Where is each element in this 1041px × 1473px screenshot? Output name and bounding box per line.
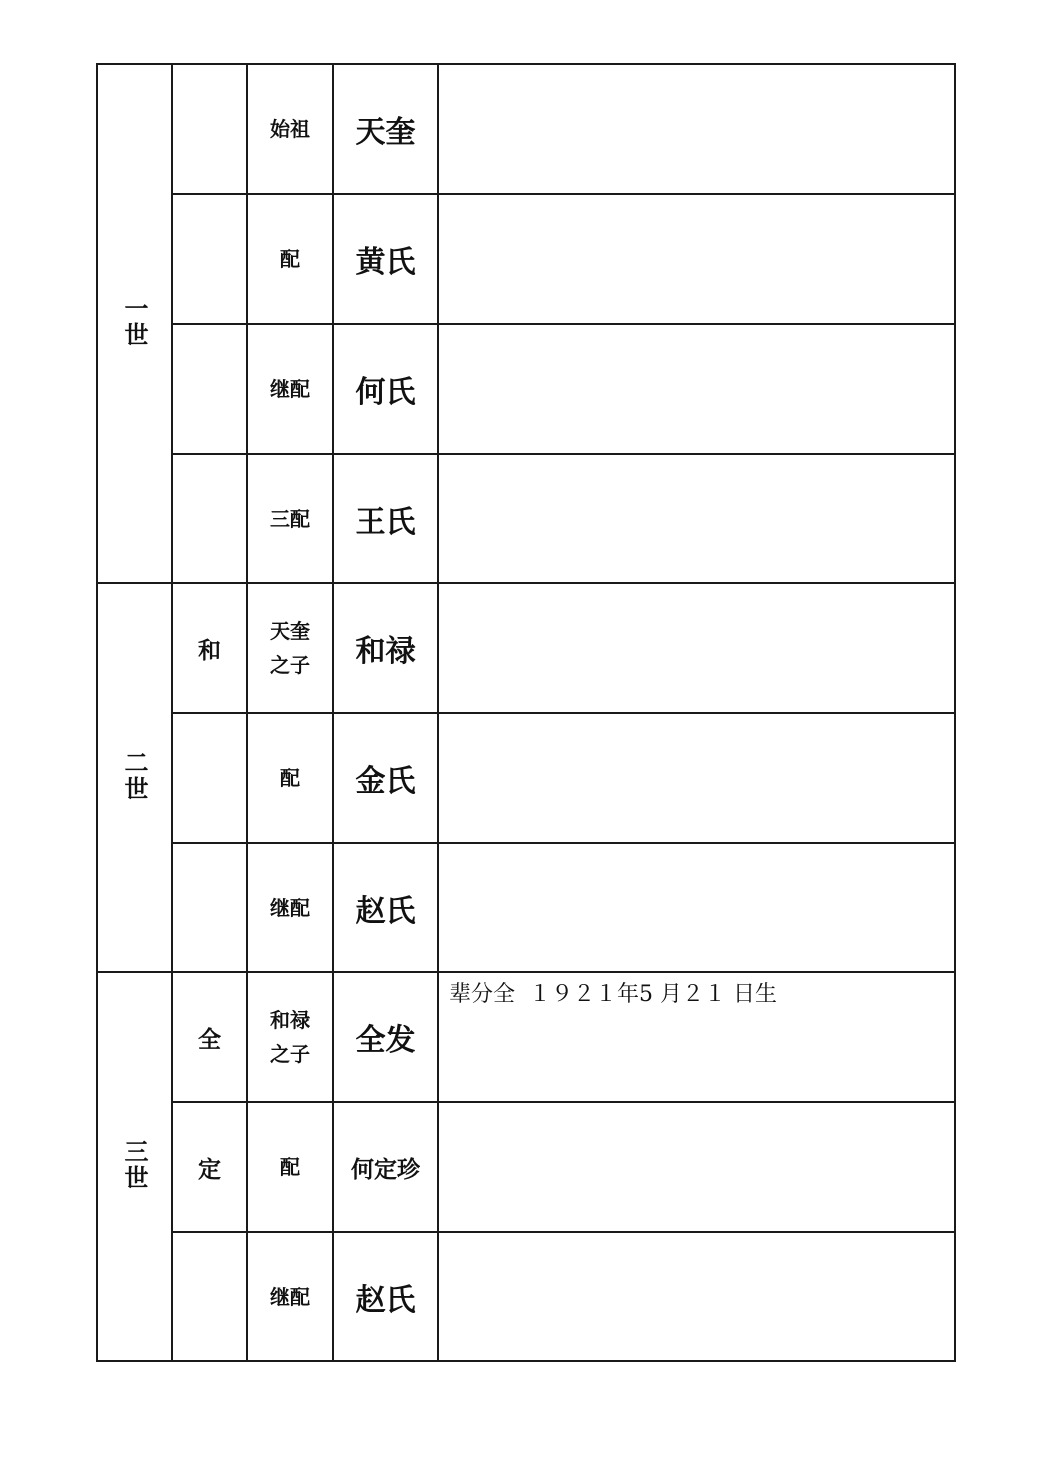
generation-char-cell bbox=[172, 713, 247, 843]
role-text: 之子 bbox=[270, 1042, 310, 1066]
note-cell bbox=[438, 64, 955, 194]
table-row bbox=[97, 843, 955, 972]
table-row bbox=[97, 454, 955, 583]
name-cell: 王氏 bbox=[333, 454, 438, 583]
table-row bbox=[97, 713, 955, 843]
role-text: 始祖 bbox=[270, 117, 310, 141]
role-cell bbox=[247, 454, 333, 583]
generation-char-cell: 和 bbox=[172, 583, 247, 713]
note-cell bbox=[438, 843, 955, 972]
table-row bbox=[97, 64, 955, 194]
generation-label: 一世 bbox=[120, 295, 149, 348]
name-cell: 天奎 bbox=[333, 64, 438, 194]
table-row bbox=[97, 583, 955, 713]
note-cell bbox=[438, 713, 955, 843]
generation-cell bbox=[97, 583, 172, 972]
role-cell bbox=[247, 1232, 333, 1361]
table-row bbox=[97, 1102, 955, 1232]
table-row bbox=[97, 194, 955, 324]
name-cell: 金氏 bbox=[333, 713, 438, 843]
name-cell: 何定珍 bbox=[333, 1102, 438, 1232]
role-text: 和禄 bbox=[270, 1008, 310, 1032]
table-row bbox=[97, 1232, 955, 1361]
name-cell: 全发 bbox=[333, 972, 438, 1102]
generation-label: 二世 bbox=[120, 749, 149, 802]
table-row bbox=[97, 972, 955, 1102]
note-cell bbox=[438, 1232, 955, 1361]
generation-char-cell: 全 bbox=[172, 972, 247, 1102]
generation-char-cell bbox=[172, 843, 247, 972]
role-text: 三配 bbox=[270, 506, 310, 531]
role-cell bbox=[247, 64, 333, 194]
role-cell bbox=[247, 972, 333, 1102]
name-cell: 赵氏 bbox=[333, 843, 438, 972]
role-text: 天奎 bbox=[270, 619, 310, 643]
generation-char-cell: 定 bbox=[172, 1102, 247, 1232]
name-cell: 赵氏 bbox=[333, 1232, 438, 1361]
note-cell bbox=[438, 324, 955, 454]
role-text: 继配 bbox=[270, 895, 310, 920]
note-cell bbox=[438, 454, 955, 583]
generation-char-cell bbox=[172, 324, 247, 454]
role-cell bbox=[247, 1102, 333, 1232]
generation-char-cell bbox=[172, 1232, 247, 1361]
role-text: 配 bbox=[280, 1155, 300, 1179]
role-cell bbox=[247, 713, 333, 843]
generation-cell bbox=[97, 972, 172, 1361]
table-row bbox=[97, 324, 955, 454]
genealogy-table bbox=[96, 63, 956, 1362]
role-text: 配 bbox=[280, 766, 300, 790]
note-cell bbox=[438, 1102, 955, 1232]
note-cell bbox=[438, 194, 955, 324]
role-cell bbox=[247, 843, 333, 972]
role-text: 继配 bbox=[270, 1284, 310, 1309]
role-cell bbox=[247, 324, 333, 454]
name-cell: 和禄 bbox=[333, 583, 438, 713]
role-text: 配 bbox=[280, 247, 300, 271]
generation-char-cell bbox=[172, 64, 247, 194]
genealogy-body bbox=[97, 64, 955, 1361]
name-cell: 黄氏 bbox=[333, 194, 438, 324]
role-text: 继配 bbox=[270, 377, 310, 401]
role-cell bbox=[247, 194, 333, 324]
generation-label: 三世 bbox=[120, 1138, 149, 1191]
role-cell bbox=[247, 583, 333, 713]
generation-char-cell bbox=[172, 194, 247, 324]
role-text: 之子 bbox=[270, 653, 310, 677]
generation-char-cell bbox=[172, 454, 247, 583]
note-cell: 辈分全 １９２１年5 月２１ 日生 bbox=[438, 972, 955, 1102]
note-cell bbox=[438, 583, 955, 713]
generation-cell bbox=[97, 64, 172, 583]
name-cell: 何氏 bbox=[333, 324, 438, 454]
